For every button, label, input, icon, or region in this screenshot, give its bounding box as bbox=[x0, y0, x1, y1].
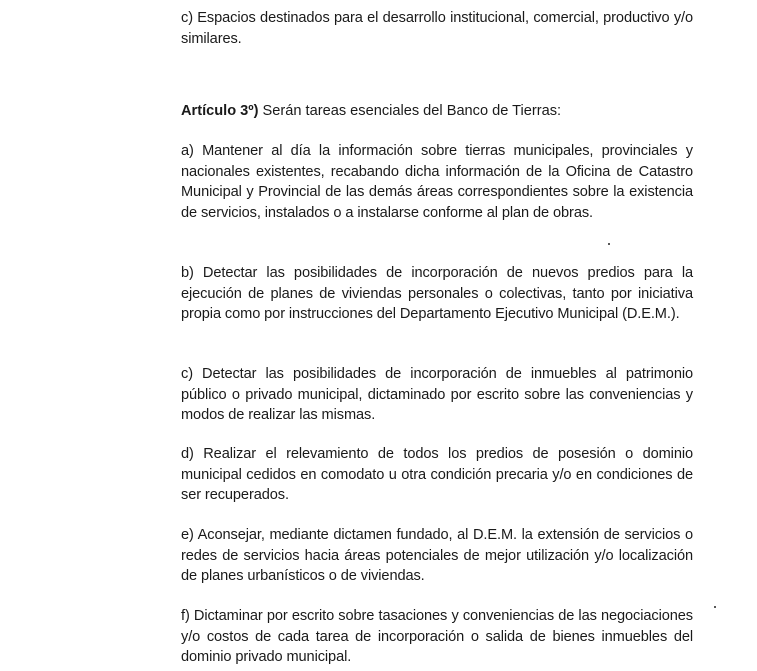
paragraph-c-espacios: c) Espacios destinados para el desarrollo institucional, comercial, productivo y/o similares. bbox=[181, 10, 693, 47]
paragraph-d: d) Realizar el relevamiento de todos los predios de posesión o dominio municipal cedidos en comodato u otra condición precaria y/o en condiciones de ser recuperados. bbox=[181, 446, 693, 503]
paragraph-e: e) Aconsejar, mediante dictamen fundado, al D.E.M. la extensión de servicios o redes de servicios hacia áreas potenciales de mejor utilización y/o localización de planes urbanísticos o de viviendas. bbox=[181, 527, 693, 584]
paragraph-f: f) Dictaminar por escrito sobre tasaciones y conveniencias de las negociaciones y/o costos de cada tarea de incorporación o salida de bienes inmuebles del dominio privado municipal. bbox=[181, 608, 693, 665]
article-3-label: Artículo 3º) bbox=[181, 103, 259, 119]
article-3-text: Serán tareas esenciales del Banco de Tierras: bbox=[258, 103, 562, 119]
scan-speck bbox=[608, 243, 610, 245]
scan-speck bbox=[714, 606, 716, 608]
paragraph-b: b) Detectar las posibilidades de incorporación de nuevos predios para la ejecución de planes de viviendas personales o colectivas, tanto por iniciativa propia como por instrucciones del Departamento Ejecutivo Municipal (D.E.M.). bbox=[181, 265, 693, 322]
article-3-heading bbox=[181, 101, 701, 121]
paragraph-a: a) Mantener al día la información sobre tierras municipales, provinciales y nacionales existentes, recabando dicha información de la Oficina de Catastro Municipal y Provincial de las demás áreas correspondientes sobre la existencia de servicios, instalados o a instalarse conforme al plan de obras. bbox=[181, 143, 693, 221]
paragraph-c: c) Detectar las posibilidades de incorporación de inmuebles al patrimonio público o privado municipal, dictaminado por escrito sobre las conveniencias y modos de realizar las mismas. bbox=[181, 366, 693, 423]
